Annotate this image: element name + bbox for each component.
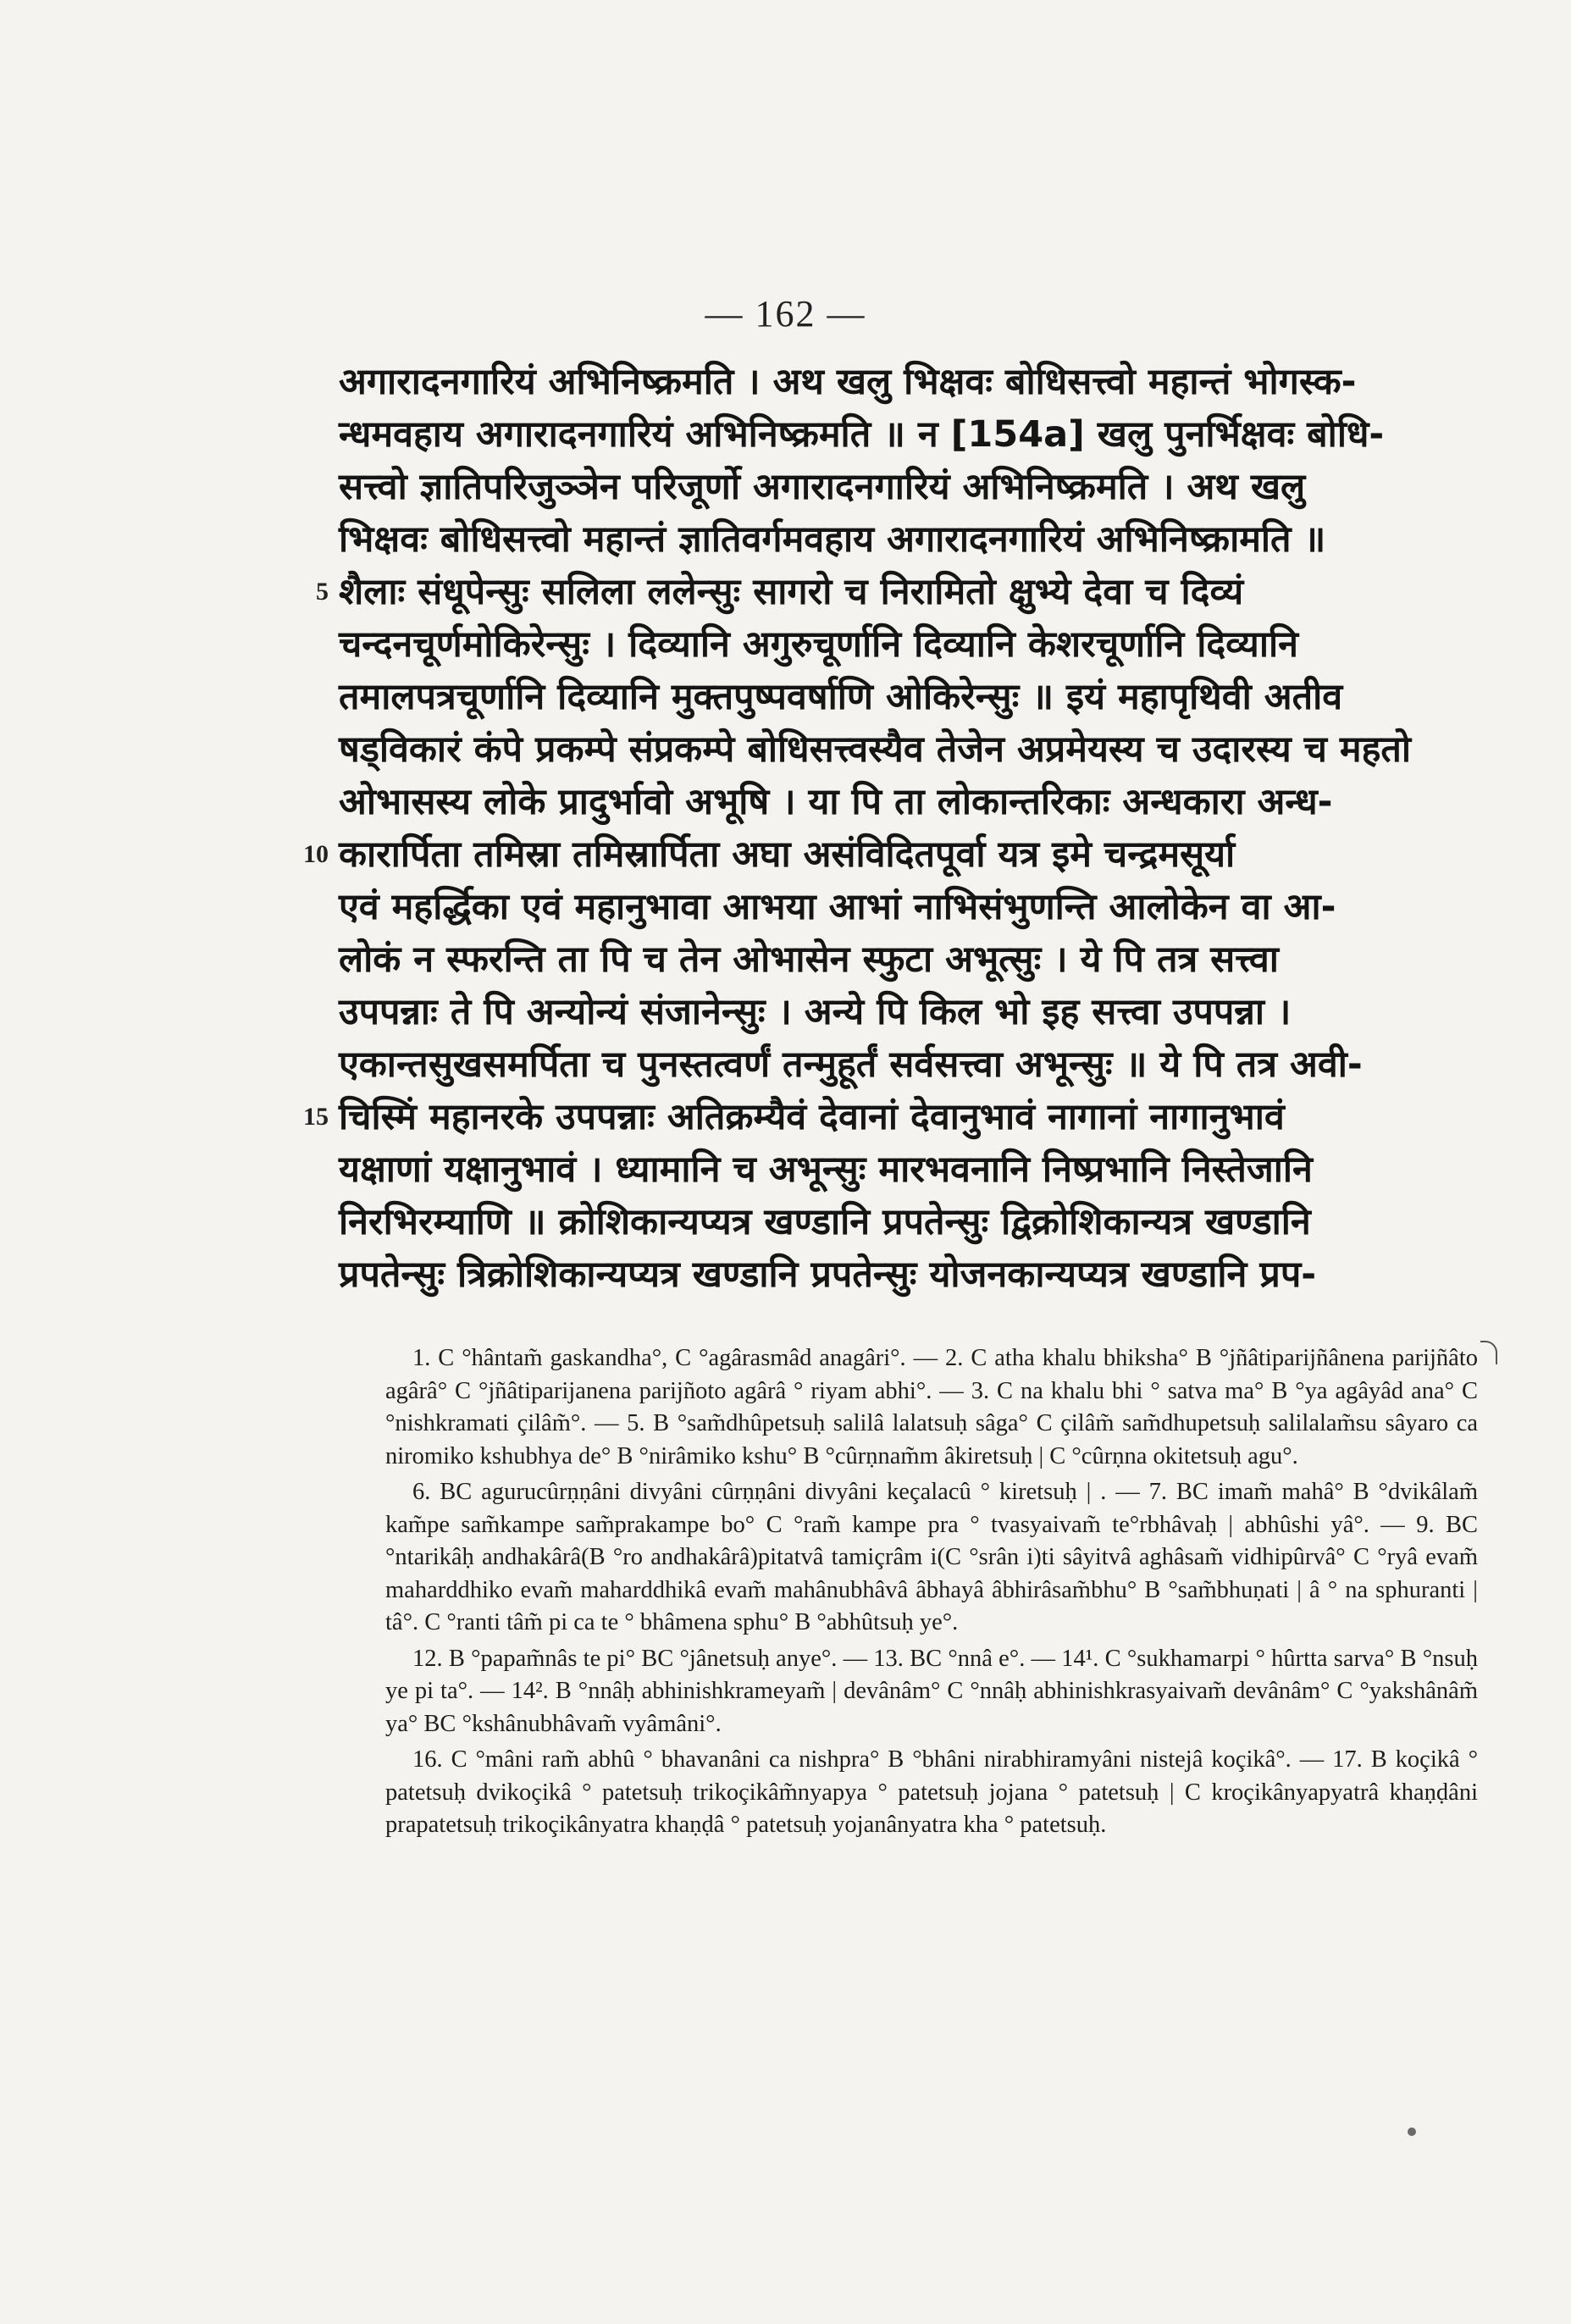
line-text: चिस्मिं महानरके उपपन्नाः अतिक्रम्यैवं देवानां देवानुभावं नागानां नागानुभावं <box>339 1096 1285 1138</box>
line-text: अगारादनगारियं अभिनिष्क्रमति । अथ खलु भिक्षवः बोधिसत्त्वो महान्तं भोगस्क- <box>339 361 1357 403</box>
line-text: एकान्तसुखसमर्पिता च पुनस्तत्वर्णं तन्मुहूर्तं सर्वसत्त्वा अभून्सुः ॥ ये पि तत्र अवी- <box>339 1043 1363 1086</box>
line-text: लोकं न स्फरन्ति ता पि च तेन ओभासेन स्फुटा अभूत्सुः । ये पि तत्र सत्त्वा <box>339 938 1279 981</box>
footnote: 6. BC agurucûrṇṇâni divyâni cûrṇṇâni divyâni keçalacû ° kiretsuḥ | . — 7. BC imam̃ mahâ° B °dvikâlam̃ kam̃pe sam̃kampe sam̃prakampe bo° C °ram̃ kampe pra ° tvasyaivam̃ te°rbhâvaḥ | abhûshi yâ°. — 9. BC °ntarikâḥ andhakârâ(B °ro andhakârâ)pitatvâ tamiçrâm i(C °srân i)ti sâyitvâ aghâsam̃ vidhipûrvâ° C °ryâ evam̃ maharddhiko evam̃ maharddhikâ evam̃ mahânubhâvâ âbhayâ âbhirâsam̃bhu° B °sam̃bhuṇati | â ° na sphuranti | tâ°. C °ranti tâm̃ pi ca te ° bhâmena sphu° B °abhûtsuḥ ye°. <box>385 1479 1478 1635</box>
footnote: 1. C °hântam̃ gaskandha°, C °agârasmâd anagâri°. — 2. C atha khalu bhiksha° B °jñâtiparijñânena parijñâto agârâ° C °jñâtiparijanena parijñoto agârâ ° riyam abhi°. — 3. C na khalu bhi ° satva ma° B °ya agâyâd ana° C °nishkramati çilâm̃°. — 5. B °sam̃dhûpetsuḥ salilâ lalatsuḥ sâga° C çilâm̃ sam̃dhupetsuḥ salilalam̃su sâyaro ca niromiko kshubhya de° B °nirâmiko kshu° B °cûrṇnam̃m âkiretsuḥ | C °cûrṇna okitetsuḥ agu°. <box>385 1345 1478 1469</box>
sanskrit-text <box>303 356 1465 1301</box>
line-text: निरभिरम्याणि ॥ क्रोशिकान्यप्यत्र खण्डानि प्रपतेन्सुः द्विक्रोशिकान्यत्र खण्डानि <box>339 1201 1311 1243</box>
text-line <box>339 1038 1465 1091</box>
footnote: 12. B °papam̃nâs te pi° BC °jânetsuḥ anye°. — 13. BC °nnâ e°. — 14¹. C °sukhamarpi ° hûrtta sarva° B °nsuḥ ye pi ta°. — 14². B °nnâḥ abhinishkrameyam̃ | devânâm° C °nnâḥ abhinishkrasyaivam̃ devânâm° C °yakshânâm̃ ya° BC °kshânubhâvam̃ vyâmâni°. <box>385 1645 1478 1737</box>
line-text: भिक्षवः बोधिसत्त्वो महान्तं ज्ञातिवर्गमवहाय अगारादनगारियं अभिनिष्क्रामति ॥ <box>339 518 1326 561</box>
line-text: एवं महर्द्धिका एवं महानुभावा आभया आभां नाभिसंभुणन्ति आलोकेन वा आ- <box>339 886 1336 928</box>
line-text: प्रपतेन्सुः त्रिक्रोशिकान्यप्यत्र खण्डानि प्रपतेन्सुः योजनकान्यप्यत्र खण्डानि प्रप- <box>339 1253 1317 1296</box>
line-text: तमालपत्रचूर्णानि दिव्यानि मुक्तपुष्पवर्षाणि ओकिरेन्सुः ॥ इयं महापृथिवी अतीव <box>339 676 1343 718</box>
line-text: कारार्पिता तमिस्रा तमिस्रार्पिता अघा असंविदितपूर्वा यत्र इमे चन्द्रमसूर्या <box>339 833 1236 876</box>
text-line <box>316 566 1465 618</box>
text-line <box>339 986 1465 1038</box>
text-line <box>303 828 1465 881</box>
margin-mark-icon <box>1480 1341 1497 1364</box>
line-number: 5 <box>316 578 329 606</box>
text-line <box>339 1143 1465 1196</box>
line-text: षड्विकारं कंपे प्रकम्पे संप्रकम्पे बोधिसत्त्वस्यैव तेजेन अप्रमेयस्य च उदारस्य च महतो <box>339 728 1412 771</box>
line-text: यक्षाणां यक्षानुभावं । ध्यामानि च अभून्सुः मारभवनानि निष्प्रभानि निस्तेजानि <box>339 1148 1313 1191</box>
page-number: — 162 — <box>705 293 866 335</box>
line-text: ओभासस्य लोके प्रादुर्भावो अभूषि । या पि ता लोकान्तरिकाः अन्धकारा अन्ध- <box>339 781 1333 823</box>
text-line <box>339 618 1465 671</box>
footnote: 16. C °mâni ram̃ abhû ° bhavanâni ca nishpra° B °bhâni nirabhiramyâni nistejâ koçikâ°. — 17. B koçikâ ° patetsuḥ dvikoçikâ ° patetsuḥ trikoçikâm̃nyapya ° patetsuḥ jojana ° patetsuḥ | C kroçikânyapyatrâ khaṇḍâni prapatetsuḥ trikoçikânyatra khaṇḍâ ° patetsuḥ yojanânyatra kha ° patetsuḥ. <box>385 1746 1478 1838</box>
text-line <box>339 408 1465 461</box>
text-line <box>339 776 1465 828</box>
text-line <box>303 1091 1465 1143</box>
text-line <box>339 723 1465 776</box>
line-number: 10 <box>303 840 329 868</box>
text-line <box>339 461 1465 513</box>
line-text: शैलाः संधूपेन्सुः सलिला ललेन्सुः सागरो च निरामितो क्षुभ्ये देवा च दिव्यं <box>339 571 1244 613</box>
line-text: उपपन्नाः ते पि अन्योन्यं संजानेन्सुः । अन्ये पि किल भो इह सत्त्वा उपपन्ना । <box>339 991 1292 1033</box>
text-line <box>339 671 1465 723</box>
text-line <box>339 513 1465 566</box>
text-line <box>339 356 1465 408</box>
text-line <box>339 1196 1465 1248</box>
ink-speck-icon <box>1408 2128 1416 2136</box>
text-line <box>339 881 1465 933</box>
line-text: चन्दनचूर्णमोकिरेन्सुः । दिव्यानि अगुरुचूर्णानि दिव्यानि केशरचूर्णानि दिव्यानि <box>339 623 1298 666</box>
text-line <box>339 933 1465 986</box>
line-text: न्धमवहाय अगारादनगारियं अभिनिष्क्रमति ॥ न [154a] खलु पुनर्भिक्षवः बोधि- <box>339 413 1385 456</box>
footnotes <box>385 1342 1478 1845</box>
line-text: सत्त्वो ज्ञातिपरिजुञ्ञेन परिजूर्णो अगारादनगारियं अभिनिष्क्रमति । अथ खलु <box>339 466 1306 508</box>
text-line <box>339 1248 1465 1301</box>
line-number: 15 <box>303 1103 329 1131</box>
